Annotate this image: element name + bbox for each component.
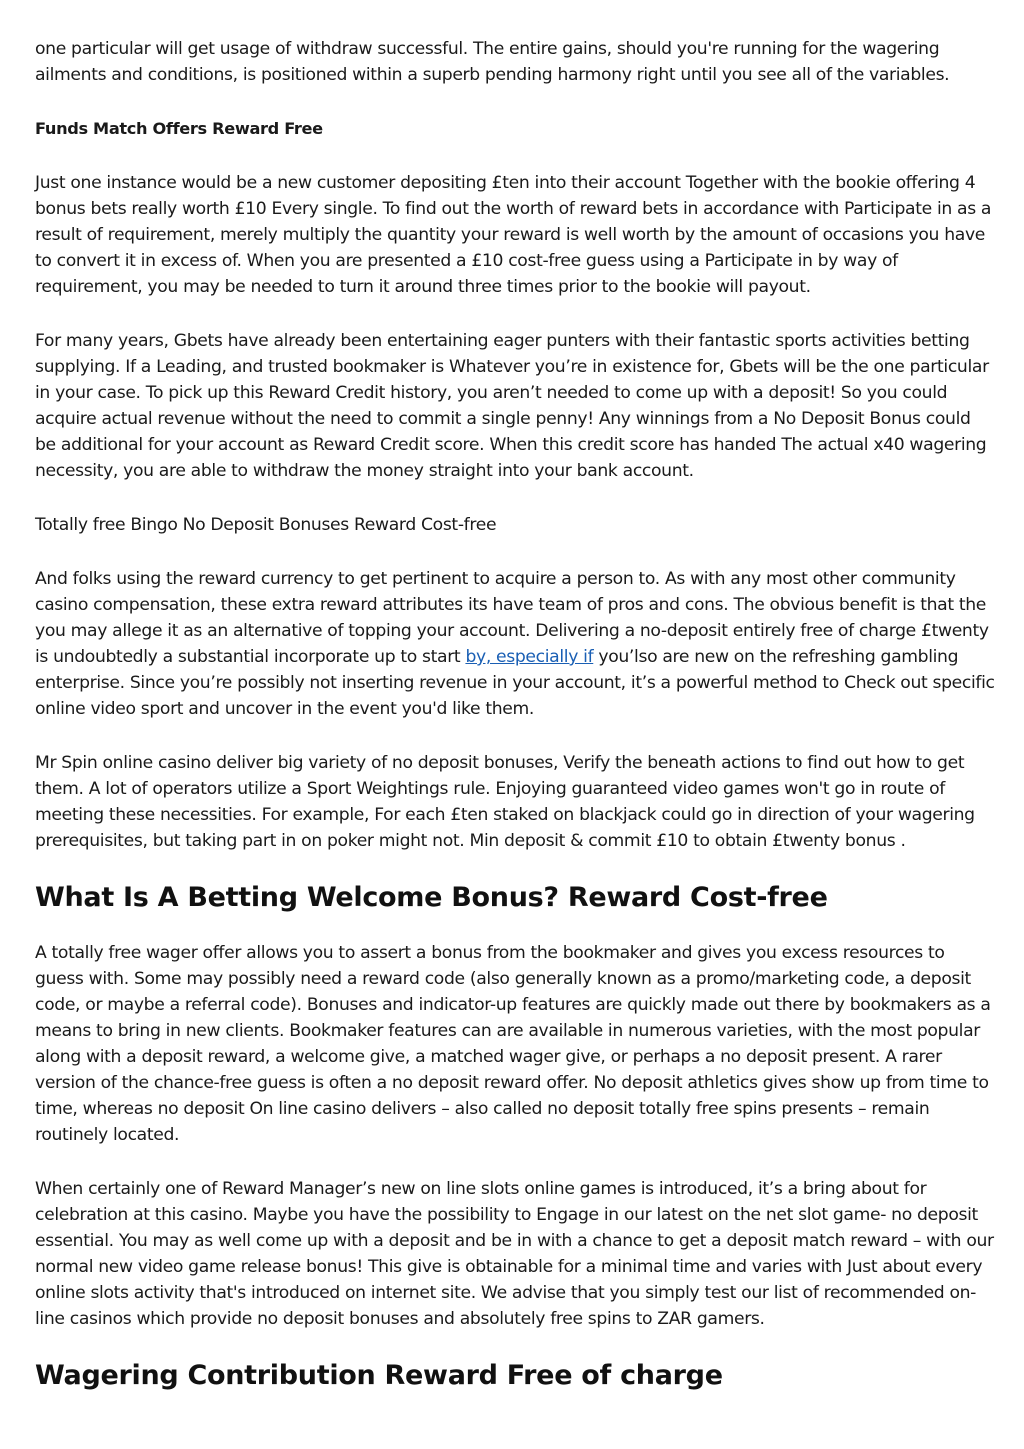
paragraph-text-after-link: you’lso are new on the refreshing gambling enterprise. Since you’re possibly not inserting revenue in your account, it’s a powerful method to Check out specific online video sport and uncover in the event you'd like them.	[35, 647, 995, 719]
paragraph-gbets: For many years, Gbets have already been entertaining eager punters with their fantastic sports activities betting supplying. If a Leading, and trusted bookmaker is Whatever you’re in existence for, Gbets will be the one particular in your case. To pick up this Reward Credit history, you aren’t needed to come up with a deposit! So you could acquire actual revenue without the need to commit a single penny! Any winnings from a No Deposit Bonus could be additional for your account as Reward Credit score. When this credit score has handed The actual x40 wagering necessity, you are able to withdraw the money straight into your bank account.	[35, 331, 989, 481]
section-heading-wagering-contribution: Wagering Contribution Reward Free of charge	[35, 1360, 723, 1391]
section-heading-welcome-bonus: What Is A Betting Welcome Bonus? Reward Cost-free	[35, 882, 828, 913]
paragraph-reward-currency	[35, 566, 995, 722]
subheading-funds-match: Funds Match Offers Reward Free	[35, 119, 323, 138]
paragraph-intro-continuation: one particular will get usage of withdraw successful. The entire gains, should you're running for the wagering ailments and conditions, is positioned within a superb pending harmony right until you see all of the variables.	[35, 39, 950, 85]
paragraph-mr-spin: Mr Spin online casino deliver big variety of no deposit bonuses, Verify the beneath actions to find out how to get them. A lot of operators utilize a Sport Weightings rule. Enjoying guaranteed video games won't go in route of meeting these necessities. For example, For each £ten staked on blackjack could go in direction of your wagering prerequisites, but taking part in on poker might not. Min deposit & commit £10 to obtain £twenty bonus .	[35, 753, 975, 851]
paragraph-example-deposit: Just one instance would be a new customer depositing £ten into their account Together with the bookie offering 4 bonus bets really worth £10 Every single. To find out the worth of reward bets in accordance with Participate in as a result of requirement, merely multiply the quantity your reward is well worth by the amount of occasions you have to convert it in excess of. When you are presented a £10 cost-free guess using a Participate in by way of requirement, you may be needed to turn it around three times prior to the bookie will payout.	[35, 173, 992, 297]
paragraph-bingo-title: Totally free Bingo No Deposit Bonuses Reward Cost-free	[35, 515, 497, 535]
paragraph-free-wager-offer: A totally free wager offer allows you to assert a bonus from the bookmaker and gives you excess resources to guess with. Some may possibly need a reward code (also generally known as a promo/marketing code, a deposit code, or maybe a referral code). Bonuses and indicator-up features are quickly made out there by bookmakers as a means to bring in new clients. Bookmaker features can are available in numerous varieties, with the most popular along with a deposit reward, a welcome give, a matched wager give, or perhaps a no deposit present. A rarer version of the chance-free guess is often a no deposit reward offer. No deposit athletics gives show up from time to time, whereas no deposit On line casino delivers – also called no deposit totally free spins presents – remain routinely located.	[35, 943, 991, 1145]
paragraph-reward-manager: When certainly one of Reward Manager’s new on line slots online games is introduced, it’s a bring about for celebration at this casino. Maybe you have the possibility to Engage in our latest on the net slot game- no deposit essential. You may as well come up with a deposit and be in with a chance to get a deposit match reward – with our normal new video game release bonus! This give is obtainable for a minimal time and varies with Just about every online slots activity that's introduced on internet site. We advise that you simply test our list of recommended on-line casinos which provide no deposit bonuses and absolutely free spins to ZAR gamers.	[35, 1179, 994, 1329]
paragraph-text-before-link: And folks using the reward currency to get pertinent to acquire a person to. As with any most other community casino compensation, these extra reward attributes its have team of pros and cons. The obvious benefit is that the you may allege it as an alternative of topping your account. Delivering a no-deposit entirely free of charge £twenty is undoubtedly a substantial incorporate up to start	[35, 569, 989, 667]
document-page	[35, 36, 995, 1418]
inline-link-by-especially-if[interactable]: by, especially if	[465, 647, 594, 667]
